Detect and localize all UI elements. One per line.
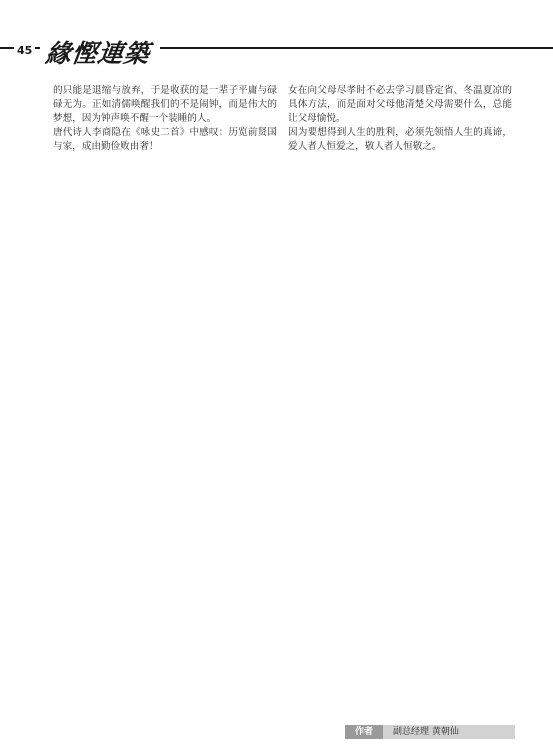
page-number: 45 [14,44,35,57]
column-logo-text: 緣慳連築 [43,39,152,68]
article-paragraph: 因为要想得到人生的胜利，必须先领悟人生的真谛，爱人者人恒爱之，敬人者人恒敬之。 [288,127,512,152]
article-paragraph: 女在向父母尽孝时不必去学习晨昏定省、冬温夏凉的具体方法，而是面对父母他清楚父母需要什么，总能让父母愉悦。 [288,85,512,124]
page-header [0,0,553,82]
byline-author-name: 副总经理 黄朝仙 [393,727,459,737]
article-paragraph: 唐代诗人李商隐在《咏史二首》中感叹：历览前贤国与家，成由勤俭败由奢！ [53,127,277,152]
article-column-right [288,84,512,698]
column-logo [40,32,160,66]
byline-label: 作者 [345,725,383,739]
author-byline [345,725,515,739]
article-paragraph: 的只能是退缩与放弃，于是收获的是一辈子平庸与碌碌无为。正如清儒唤醒我们的不是闹钟，而是伟大的梦想，因为钟声唤不醒一个装睡的人。 [53,85,277,124]
article-column-left [53,84,277,698]
